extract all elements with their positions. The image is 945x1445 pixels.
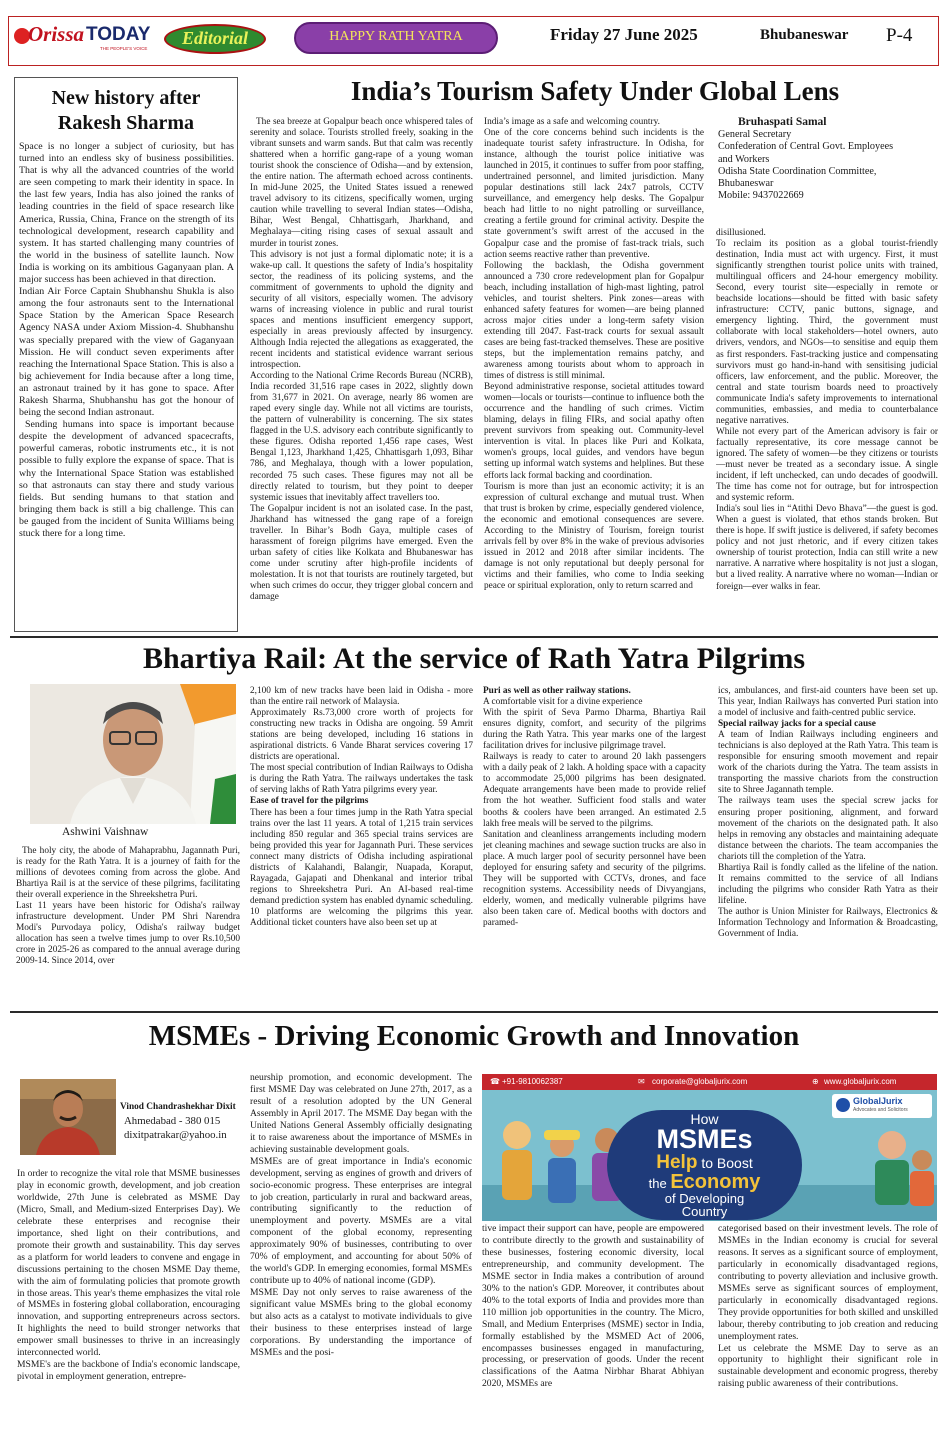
author-line: General Secretary: [718, 129, 792, 140]
banner-line2: MSMEs: [656, 1124, 753, 1154]
banner-line3b: to Boost: [701, 1155, 753, 1171]
article-rail-col3: [483, 686, 706, 1006]
banner-line4a: the: [648, 1176, 667, 1191]
article-space-title-line1: New history after: [51, 87, 201, 109]
paragraph: Sanitation and cleanliness arrangements including modern jet cleaning machines and sewage suction trucks are also in place. A much larger pool of security personnel have been deployed for ensuring safety and security of the pilgrims. They will be supported with CCTVs, drones, and face recognition systems. Accessibility needs of Divyangjans, elderly, women, and medically vulnerable pilgrims have also been taken care of. Medical booths with doctors and paramed-: [483, 829, 706, 928]
paragraph: India's soul lies in “Atithi Devo Bhava”—the guest is god. When a guest is violated, that ethos stands broken. But there is hope. If swift justice is delivered, if safety becomes policy and not just rhetoric, and if every citizen takes ownership of tourist protection, India can still write a new narrative. A narrative where hospitality is not just a slogan, but a lived reality. A narrative where no woman—Indian or foreign—ever walks in fear.: [716, 504, 938, 592]
author-portrait-image: [20, 1079, 116, 1155]
article-msme-col3: [482, 1223, 704, 1438]
banner-line4b: Economy: [670, 1171, 761, 1193]
msme-banner-image: [482, 1074, 937, 1221]
article-msme-headline: MSMEs - Driving Economic Growth and Innovation: [148, 1020, 800, 1052]
edition-city: Bhubaneswar: [760, 27, 849, 43]
author-line: Mobile: 9437022669: [718, 190, 804, 202]
article-msme-col1: [17, 1168, 240, 1438]
banner-brand: [832, 1094, 932, 1118]
article-tourism-col2: [484, 117, 704, 630]
article-rail-col2: [250, 686, 473, 1006]
author-name: Bruhaspati Samal: [738, 116, 827, 128]
paragraph: MSME's are the backbone of India's economic landscape, pivotal in employment generation, entrepre-: [17, 1359, 240, 1383]
author-line: Odisha State Coordination Committee,: [718, 165, 877, 177]
phone-icon: ☎: [490, 1077, 500, 1086]
paragraph: Beyond administrative response, societal attitudes toward women—locals or tourists—continue to influence both the occurrence and the handling of such crimes. Victim blaming, delays in filing FIRs, and social apathy often prevent survivors from speaking out. Community-level intervention is vital. In places like Puri and Kolkata, women's groups, local guides, and vendors have begun setting up informal watch systems and helplines. But these efforts lack formal backing and coordination.: [484, 382, 704, 481]
author-box-msme: [120, 1100, 245, 1143]
photo-caption: Ashwini Vaishnaw: [62, 826, 149, 838]
mail-icon: ✉: [638, 1077, 645, 1086]
logo-today: TODAY: [86, 24, 151, 45]
paragraph: 2,100 km of new tracks have been laid in Odisha - more than the entire rail network of Malaysia.: [250, 686, 473, 708]
banner-line1: How: [690, 1111, 719, 1127]
author-name: Vinod Chandrashekhar Dixit: [120, 1102, 236, 1112]
banner-line3a: Help: [656, 1152, 698, 1173]
author-photo: [20, 1079, 116, 1155]
rath-yatra-banner-text: HAPPY RATH YATRA: [329, 29, 463, 44]
banner-email: corporate@globaljurix.com: [652, 1077, 748, 1086]
article-rail-headline: Bhartiya Rail: At the service of Rath Yatra Pilgrims: [142, 642, 806, 675]
paragraph: A team of Indian Railways including engineers and technicians is also deployed at the Rath Yatra. This team is responsible for ensuring smooth movement and repair work of the chariots during the Yatra. The team assists in transporting the massive chariots from the construction site to Shree Jagannath temple.: [718, 730, 938, 796]
paragraph: Let us celebrate the MSME Day to serve as an opportunity to highlight their significant role in sustainable development and economic progress, thereby raising public awareness of their contributions.: [718, 1342, 938, 1390]
paragraph: In order to recognize the vital role that MSME businesses play in economic growth, development, and job creation worldwide, 27th June is celebrated as MSME Day (Micro, Small, and Medium-sized Enterprises Day). We celebrate these enterprises and recognise their importance, shed light on their contributions, and promote their growth and sustainability. This day serves as a platform for world leaders to convene and engage in discussions pertaining to the chosen MSME Day theme, with the aim of formulating policies that promote growth in those areas. This year's theme emphasizes the vital role of MSMEs in fostering global collaboration, encouraging innovation, and supporting entrepreneurs across sectors. It highlights the need to build stronger networks that empower small businesses to thrive in an increasingly interconnected world.: [17, 1168, 240, 1359]
paragraph: A comfortable visit for a divine experience: [483, 697, 643, 708]
paragraph: Last 11 years have been historic for Odisha's railway infrastructure development. Under PM Shri Narendra Modi's Purvodaya policy, Odisha's railway budget allocation has seen a twelve times jump to over Rs.10,500 crore in 2025-26 as compared to the annual average during 2009-14. Since 2014, over: [16, 901, 240, 967]
paragraph: The author is Union Minister for Railways, Electronics & Information Technology and Information & Broadcasting, Government of India.: [718, 906, 938, 940]
banner-line5: of Developing: [664, 1191, 745, 1206]
paragraph: The sea breeze at Gopalpur beach once whispered tales of serenity and solace. Tourists strolled freely, soaking in the vibrant sunsets and warm sands. But that calm was recently shattered when a horrific gang-rape of a young woman tourist shook the conscience of Odisha—and by extension, the entire nation. The aftermath echoed across continents. In mid-June 2025, the United States issued a renewed travel advisory to its citizens, specifically women, urging caution while travelling to several Indian states—Odisha, Bihar, West Bengal, Chhattisgarh, Jharkhand, and Meghalaya—citing rising cases of sexual assault and murder in tourist zones.: [250, 117, 473, 249]
article-msme-col2: [250, 1072, 472, 1438]
paragraph: While not every part of the American advisory is fair or factually representative, its core message cannot be ignored. The safety of women—be they citizens or tourists—must never be treated as a secondary issue. A single incident, if left unchecked, can undo decades of goodwill. The time has come not for outrage, but for introspection and systemic reform.: [716, 426, 938, 504]
author-line: Confederation of Central Govt. Employees: [718, 141, 894, 153]
banner-headline: [607, 1112, 802, 1218]
article-space-body: [19, 141, 234, 628]
subheading: Special railway jacks for a special cause: [718, 719, 876, 730]
banner-line6: Country: [681, 1204, 728, 1219]
author-line: and Workers: [718, 153, 770, 165]
article-rail-col4: [718, 686, 938, 1006]
paragraph: Tourism is more than just an economic activity; it is an expression of cultural exchange and mutual trust. When that trust is broken by crime, especially gendered violence, the economic and emotional consequences are severe. According to the Ministry of Tourism, foreign tourist arrivals fell by over 8% in the wake of previous advisories issued in 2012 and 2018 after similar incidents. The damage is not only reputational but deeply personal for victims and their families, who come to India seeking peace or spiritual exploration, only to return scarred and: [484, 481, 704, 591]
paragraph: One of the core concerns behind such incidents is the inadequate tourist safety infrastructure. In Odisha, for instance, although the tourist police initiative was launched in 2015, it continues to suffer from poor staffing, undertrained personnel, and limited jurisdiction. Many popular destinations still lack 24x7 patrols, CCTV surveillance, and emergency help desks. The Gopalpur beach had little to no night patrolling or surveillance, creating a fertile ground for criminal activity. Despite the state government’s swift arrest of the accused in the Gopalpur case and the promise of fast-track trials, such action seems reactive rather than preventive.: [484, 128, 704, 260]
paragraph: tive impact their support can have, people are empowered to contribute directly to the growth and sustainability of these businesses, fostering economic diversity, local entrepreneurship, and community development. The MSME sector in India makes a contribution of around 30% to the nation's GDP. Moreover, it contributes about 40% to the total exports of India and provides more than 110 million job opportunities in the country. The Micro, Small, and Medium Enterprises (MSME) sector in India, formally established by the MSMED Act of 2006, encompasses businesses engaged in manufacturing, processing, or preservation of goods. Under the recent classifications of the Aatma Nirbhar Bharat Abhiyan 2020, MSMEs are: [482, 1223, 704, 1390]
paragraph: Indian Air Force Captain Shubhanshu Shukla is also among the four astronauts sent to the International Space Station by the American Space Research Agency NASA under Axiom Mission-4. Shubhanshu was specially prepared with the view of Gaganyaan Mission. He will conduct seven experiments after reaching the International Space Station. This is also a big achievement for India because after a long time, an astronaut trained by it has gone to space. After Rakesh Sharma, Shubhanshu has got the honour of being the second Indian astronaut.: [19, 286, 234, 419]
paragraph: There has been a four times jump in the Rath Yatra special trains over the last 11 years. A total of 1,215 train services including 850 regular and 365 special trains services are being provided this year for Jagannath Puri. These services connect many districts of Odisha including aspirational districts of Kalahandi, Balangir, Nuapada, Koraput, Rayagada, Gajapati and Dhenkanal and interior tribal regions to Shreekshetra Puri. An AI-based real-time demand prediction system has enabled dynamic scheduling. 10 platforms are welcoming the pilgrims this year. Additional ticket counters have also been set up at: [250, 807, 473, 928]
paragraph: neurship promotion, and economic development. The first MSME Day was celebrated on June 27th, 2017, as a result of a resolution adopted by the UN General Assembly in April 2017. The MSME Day began with the United Nations General Assembly officially designating it to raise awareness about the importance of MSMEs in achieving sustainable development goals.: [250, 1072, 472, 1155]
article-rail-col1: [16, 846, 240, 1006]
logo-tagline: THE PEOPLE'S VOICE: [100, 46, 148, 51]
paragraph: According to the National Crime Records Bureau (NCRB), India recorded 31,516 rape cases in 2022, slightly down from 31,677 in 2021. On average, nearly 86 women are raped every single day. While not all victims are tourists, the pattern of vulnerability is concerning. The six states flagged in the U.S. advisory each contribute significantly to these figures. Odisha reported 1,456 rape cases, West Bengal 1,123, Jharkhand 1,425, Chhattisgarh 1,093, Bihar 786, and Meghalaya, though with a lower population, recorded 75 such cases. These figures may not all be directly related to tourism, but they point to deeper systemic issues that inevitably affect travellers too.: [250, 371, 473, 503]
article-tourism-col3: [716, 228, 938, 630]
section-label: Editorial: [181, 28, 248, 48]
issue-date: Friday 27 June 2025: [550, 25, 698, 44]
section-divider: [10, 1011, 938, 1013]
paragraph: Bhartiya Rail is fondly called as the lifeline of the nation. It remains committed to the service of all Indians including the pilgrims who consider Rath Yatra as their lifeline.: [718, 862, 938, 906]
paragraph: This advisory is not just a formal diplomatic note; it is a wake-up call. It questions the safety of India’s hospitality sector, the readiness of its policing systems, and the commitment of governments to uphold the dignity and security of all visitors, especially women. The advisory warns of increasing violence in public and rural tourist spaces and mentions insufficient emergency support, especially in areas previously affected by insurgency. Although India rejected the allegations as exaggerated, the recent incidents and statistical evidence warrant serious introspection.: [250, 249, 473, 371]
paragraph: disillusioned.: [716, 228, 766, 238]
article-tourism-headline: India’s Tourism Safety Under Global Lens: [350, 76, 840, 106]
banner-phone: +91-9810062387: [502, 1077, 563, 1086]
paragraph: categorised based on their investment levels. The role of MSMEs in the Indian economy is crucial for several reasons. It serves as a significant source of employment, particularly in economically disadvantaged regions, contributing to poverty alleviation and inclusive growth. MSMEs serve as significant sources of employment, particularly in economically disadvantaged regions. They provide opportunities for both skilled and unskilled labour, thereby contributing to job creation and reducing unemployment rates.: [718, 1223, 938, 1342]
subheading: Ease of travel for the pilgrims: [250, 796, 369, 807]
paragraph: ics, ambulances, and first-aid counters have been set up. This year, Indian Railways has converted Puri station into a model of inclusive and faith-centred public service.: [718, 686, 938, 719]
paragraph: To reclaim its position as a global tourist-friendly destination, India must act with urgency. First, it must significantly strengthen tourist police units with trained, multilingual officers and 24-hour emergency mobility. Second, every tourist site—especially in remote or beachside locations—should be fitted with basic safety infrastructure: CCTV, panic buttons, signage, and emergency lighting. Third, the government must collaborate with local stakeholders—hotel owners, auto drivers, vendors, and NGOs—to sensitise and equip them as first responders. Fast-tracking justice and compensating survivors must go hand-in-hand with sensitising judicial officers, law enforcement, and the public. Moreover, the central and state tourism boards need to proactively communicate India's safety improvements to international communities, embassies, and media to counterbalance negative narratives.: [716, 239, 938, 426]
article-space-title: [14, 86, 238, 136]
paragraph: The holy city, the abode of Mahaprabhu, Jagannath Puri, is ready for the Rath Yatra. It is a journey of faith for the millions of devotees coming from across the globe. And Bhartiya Rail is at the service of these pilgrims, facilitating their overall experience in the Shreekshetra Puri.: [16, 846, 240, 901]
banner-line3: [607, 1153, 802, 1172]
section-divider: [10, 636, 938, 638]
paragraph: Railways is ready to cater to around 20 lakh passengers with a daily peak of 2 lakh. A holding space with a capacity to accommodate 25,000 pilgrims has been designated. Adequate arrangements have been made to provide relief from the hot weather. Sufficient food stalls and water booths & coolers have been arranged. An estimated 2.5 lakh free meals will be served to the pilgrims.: [483, 752, 706, 829]
logo-orissa: Orissa: [28, 22, 85, 46]
paragraph: Sending humans into space is important because despite the development of advanced spacecrafts, powerful cameras, robotic instruments etc., it is not possible to fully explore the expanse of space. That is why the International Space Station was established so that astronauts can stay there and study various fields. But sending humans to that station and bringing them back is still a big challenge. This can be gauged from the incident of Sunita Williams being stuck there for a long time.: [19, 419, 234, 539]
globe-icon: ⊕: [812, 1077, 819, 1086]
author-city: Ahmedabad - 380 015: [124, 1115, 221, 1128]
article-tourism-col1: [250, 117, 473, 630]
author-email[interactable]: dixitpatrakar@yahoo.in: [124, 1129, 227, 1142]
brand-logo-icon: [836, 1098, 850, 1112]
paragraph: Approximately Rs.73,000 crore worth of projects for constructing new tracks in Odisha are ongoing. 59 Amrit stations are being developed, including 16 stations in aspirational districts. 6 Vande Bharat services covering 17 districts are operational.: [250, 708, 473, 763]
minister-photo: [30, 684, 236, 824]
portrait-image: [30, 684, 236, 824]
paragraph: The Gopalpur incident is not an isolated case. In the past, Jharkhand has witnessed the gang rape of a foreign traveller. In Bihar’s Bodh Gaya, multiple cases of harassment of foreign pilgrims have emerged. Even the urban safety of cities like Kolkata and Bhubaneswar has come under scrutiny after high-profile incidents of molestation. It is not that tourists are routinely targeted, but when such crimes do occur, they trigger global concern and damage: [250, 503, 473, 603]
paragraph: MSME Day not only serves to raise awareness of the significant value MSMEs bring to the global economy but also acts as a catalyst to motivate individuals to give their business to these enterprises instead of large corporations. By understanding the importance of MSMEs and the posi-: [250, 1287, 472, 1358]
paragraph: MSMEs are of great importance in India's economic development, serving as engines of growth and drivers of socio-economic progress. These enterprises are integral to job creation, particularly in rural and backward areas, contributing significantly to the reduction of unemployment and poverty. MSMEs are a vital component of the global economy, representing approximately 90% of businesses, contributing to over 70% of employment, and accounting for about 50% of the world's GDP. In emerging economies, formal MSMEs contribute up to 40% of national income (GDP).: [250, 1155, 472, 1287]
paragraph: The railways team uses the special screw jacks for ensuring proper positioning, alignment, and forward movement of the chariots on the designated path. It also helps in removing any obstacles and maintaining adequate distance between the chariots. The team accompanies the chariots till the completion of the Yatra.: [718, 796, 938, 862]
banner-contact-strip: [482, 1074, 937, 1090]
subheading: Puri as well as other railway stations.: [483, 686, 631, 696]
author-box-tourism: [718, 115, 938, 227]
article-msme-col4: [718, 1223, 938, 1438]
paragraph: Following the backlash, the Odisha government announced a 730 crore redevelopment plan for Gopalpur beach, including installation of high-mast lighting, patrol vehicles, and tourist shelters. Pink zones—areas with enhanced safety features for women—are being planned across major cities under a long-term safety vision extending till 2047. Fast-track courts for sexual assault cases are being fast-tracked themselves. These are positive steps, but the implementation remains patchy, and awareness among tourists about whom to approach in times of distress is still minimal.: [484, 260, 704, 382]
paragraph: India’s image as a safe and welcoming country.: [484, 117, 660, 127]
paragraph: With the spirit of Seva Parmo Dharma, Bhartiya Rail ensures dignity, comfort, and security of the pilgrims during the Rath Yatra. This year marks one of the largest facilitation drives for inclusive pilgrimage travel.: [483, 708, 706, 752]
banner-line4: [607, 1172, 802, 1192]
article-space-title-line2: Rakesh Sharma: [57, 112, 195, 134]
banner-web: www.globaljurix.com: [824, 1077, 897, 1086]
page-number: P-4: [886, 25, 913, 46]
brand-name: GlobalJurix: [853, 1096, 903, 1106]
brand-sub: Advocates and Solicitors: [853, 1107, 908, 1113]
paragraph: The most special contribution of Indian Railways to Odisha is during the Rath Yatra. The railways undertakes the task of serving lakhs of Rath Yatra pilgrims every year.: [250, 763, 473, 796]
paragraph: Space is no longer a subject of curiosity, but has turned into an endless sky of business possibilities. That is why all the advanced countries of the world are seen competing to mark their identity in space. In the last few years, India has also joined the ranks of leading countries in the field of space research like America, Russia, China, France on the strength of its technological development, research capability and system. It has started challenging many countries of the world in the business of satellite launch. Now India is working on its ambitious Gaganyaan plan. A major success has been achieved in that direction.: [19, 141, 234, 286]
masthead-logo[interactable]: [14, 22, 150, 58]
author-line: Bhubaneswar: [718, 178, 774, 190]
